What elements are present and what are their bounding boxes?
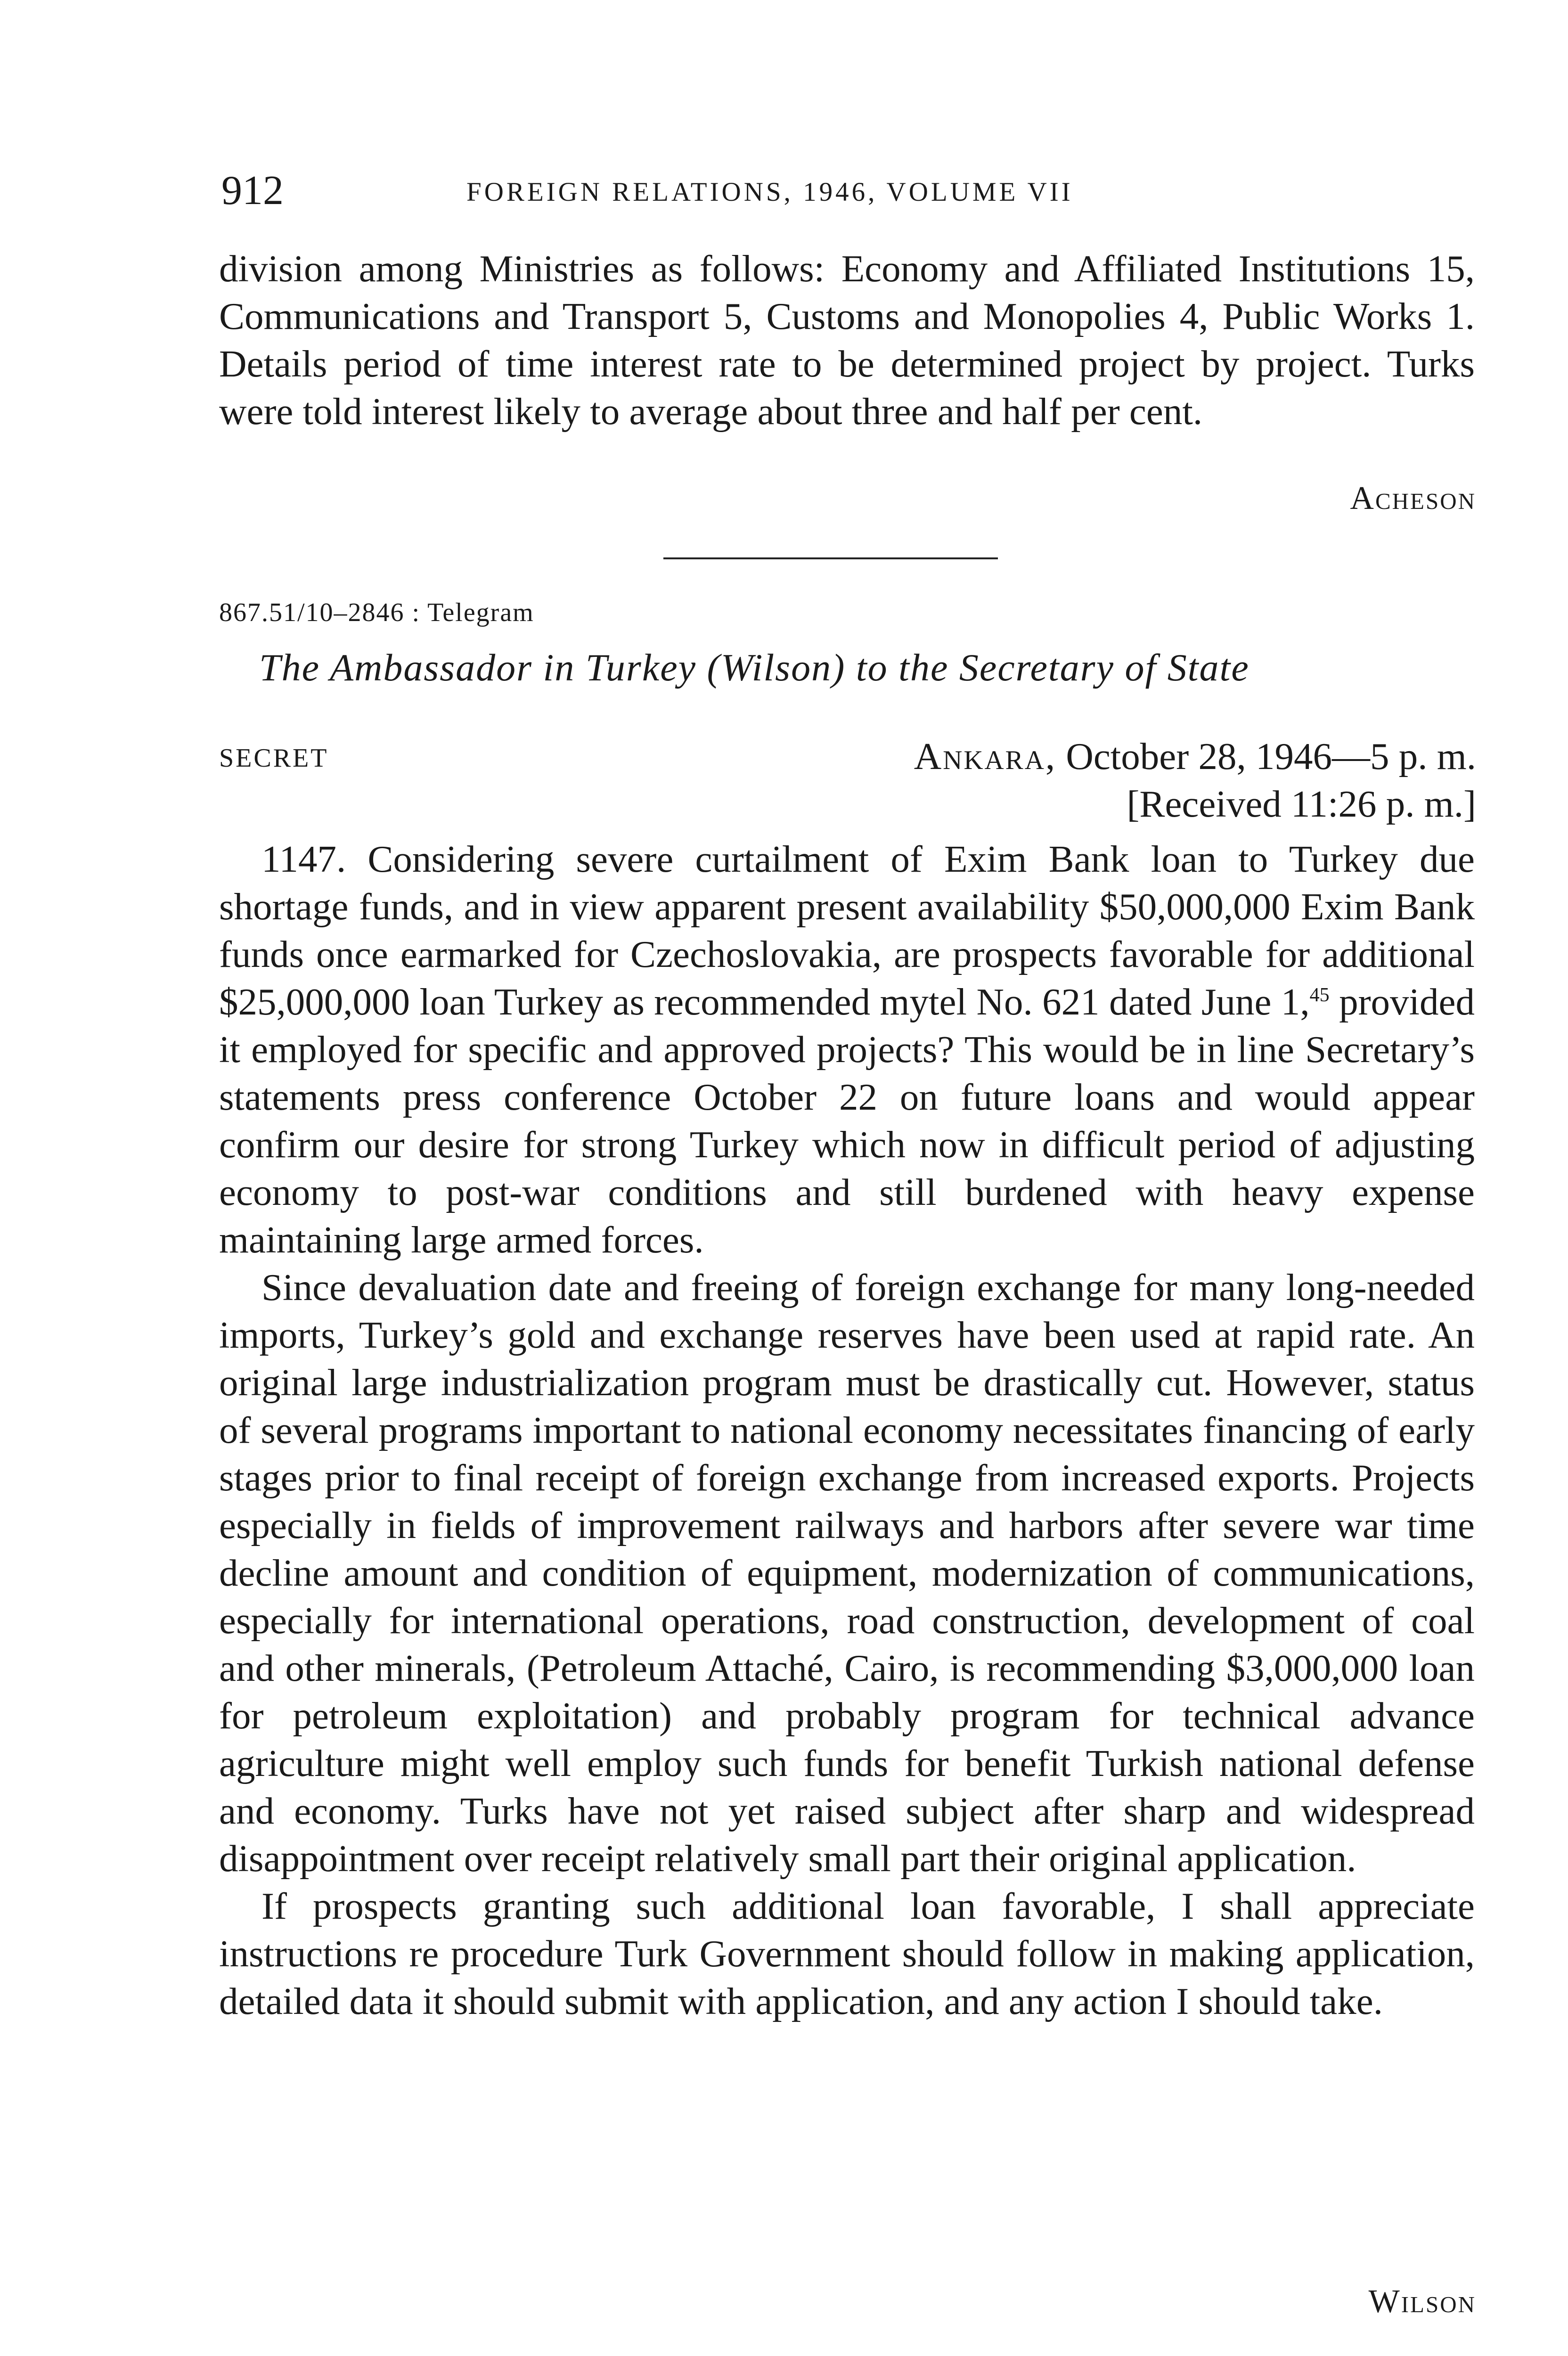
continuation-text: division among Ministries as follows: Economy and Affiliated Institutions 15, Communications and Transport 5, Customs and Monopolies 4, Public Works 1. Details period of time interest rate to be determined project by project. Turks were told interest likely to average about three and half per cent. (219, 247, 1475, 433)
page-number: 912 (221, 168, 284, 213)
paragraph-3: If prospects granting such additional loan favorable, I shall appreciate instructions re procedure Turk Government should follow in making application, detailed data it should submit with application, and any action I should take. (219, 1885, 1475, 2022)
telegram-body (219, 835, 1475, 2025)
file-reference: 867.51/10–2846 : Telegram (219, 598, 534, 627)
received-line: [Received 11:26 p. m.] (1127, 783, 1476, 825)
page-header (221, 167, 1494, 219)
dateline-place: Ankara, (914, 735, 1057, 777)
continuation-paragraph (219, 245, 1475, 435)
running-head: FOREIGN RELATIONS, 1946, VOLUME VII (466, 177, 1073, 207)
dateline-date: October 28, 1946—5 p. m. (1066, 735, 1476, 777)
dateline (914, 733, 1476, 828)
signature-wilson: Wilson (1368, 2283, 1476, 2320)
footnote-reference: 45 (1309, 984, 1330, 1006)
paragraph-2: Since devaluation date and freeing of foreign exchange for many long-needed imports, Turkey’s gold and exchange reserves have been used at rapid rate. An original large industrialization program must be drastically cut. However, status of several programs important to national economy necessitates financing of early stages prior to final receipt of foreign exchange from increased exports. Projects especially in fields of improvement railways and harbors after severe war time decline amount and condition of equipment, modernization of communications, especially for international operations, road construction, development of coal and other minerals, (Petroleum Attaché, Cairo, is recommending $3,000,000 loan for petroleum exploitation) and probably program for technical advance agriculture might well employ such funds for benefit Turkish national defense and economy. Turks have not yet raised subject after sharp and widespread disappointment over receipt relatively small part their original application. (219, 1266, 1475, 1880)
paragraph-1-part-a: 1147. Considering severe curtailment of Exim Bank loan to Turkey due shortage funds, and in view apparent present availability $50,000,000 Exim Bank funds once earmarked for Czechoslovakia, are prospects favorable for additional $25,000,000 loan Turkey as recommended mytel No. 621 dated June 1, (219, 838, 1475, 1023)
paragraph-1 (219, 835, 1475, 1264)
classification-label: SECRET (219, 744, 329, 773)
section-divider (663, 557, 998, 559)
paragraph-1-part-b: provided it employed for specific and approved projects? This would be in line Secretary’s statements press conference October 22 on future loans and would appear confirm our desire for strong Turkey which now in difficult period of adjusting economy to post-war conditions and still burdened with heavy expense maintaining large armed forces. (219, 981, 1475, 1261)
document-title: The Ambassador in Turkey (Wilson) to the Secretary of State (259, 646, 1250, 689)
signature-acheson: Acheson (1350, 480, 1476, 516)
